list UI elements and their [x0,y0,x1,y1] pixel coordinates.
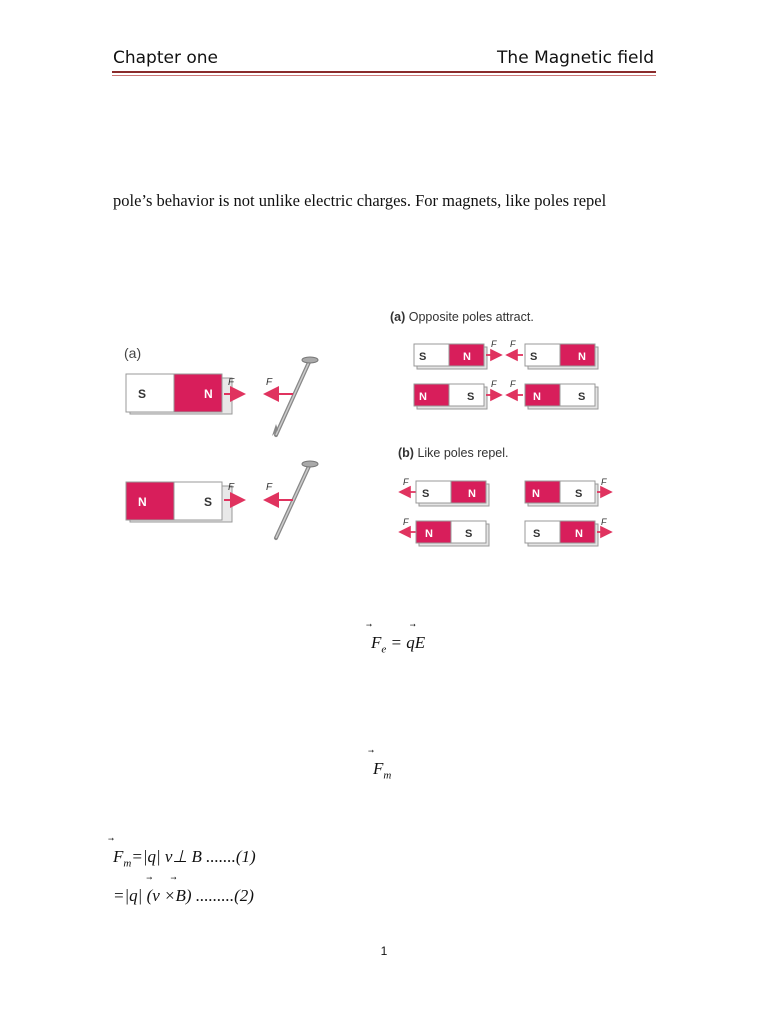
equation-electric-force: $F_e = q$ E [371,633,426,656]
header-rule [112,71,656,73]
svg-text:S: S [533,528,541,540]
svg-text:N: N [575,528,583,540]
svg-text:N: N [532,488,540,500]
svg-text:N: N [425,528,433,540]
magnet-poles-figure [395,335,615,553]
svg-text:F: F [403,517,409,527]
figure-label-a: (a) [124,345,142,361]
nail-top [272,357,318,436]
page-number: 1 [380,944,388,958]
svg-text:S: S [419,351,427,363]
force-label: F [228,482,235,493]
header-chapter: Chapter one [113,48,219,68]
equation-1: $F_m=|q|$ v⊥ B .......(1) [113,847,256,870]
svg-text:N: N [533,391,541,403]
caption-like-poles: (b) Like poles repel. [398,446,509,460]
magnet-pair-attract-1 [414,339,598,369]
svg-text:F: F [491,339,497,349]
magnet-south-label: S [138,387,147,401]
magnet-nail-figure [118,340,338,550]
svg-text:N: N [463,351,471,363]
magnet-north-label: N [138,495,147,509]
svg-text:F: F [601,517,607,527]
svg-text:F: F [403,477,409,487]
magnet-north-label: N [204,387,213,401]
svg-text:N: N [468,488,476,500]
svg-text:S: S [578,391,586,403]
magnet-pair-repel-2 [400,517,611,546]
svg-text:S: S [530,351,538,363]
magnet-south-label: S [204,495,213,509]
header-rule-thin [112,75,656,76]
equation-2: =|q| ( v × B) .........(2) [113,886,254,905]
svg-text:F: F [510,339,516,349]
force-label: F [266,377,273,388]
svg-text:F: F [491,379,497,389]
magnet-bar-top [126,374,232,414]
svg-text:S: S [575,488,583,500]
force-label: F [228,377,235,388]
magnet-bar-bottom [126,482,232,522]
magnet-pair-attract-2 [414,379,598,409]
force-label: F [266,482,273,493]
equation-magnetic-force-symbol: $F_m$ [373,759,392,782]
svg-text:N: N [419,391,427,403]
magnet-pair-repel-1 [400,477,611,506]
header-title: The Magnetic field [497,48,654,68]
svg-text:S: S [422,488,430,500]
svg-text:S: S [467,391,475,403]
svg-text:F: F [510,379,516,389]
svg-text:N: N [578,351,586,363]
svg-text:S: S [465,528,473,540]
caption-opposite-poles: (a) Opposite poles attract. [390,310,534,324]
body-text: pole’s behavior is not unlike electric charges. For magnets, like poles repel [113,191,607,210]
svg-text:F: F [601,477,607,487]
